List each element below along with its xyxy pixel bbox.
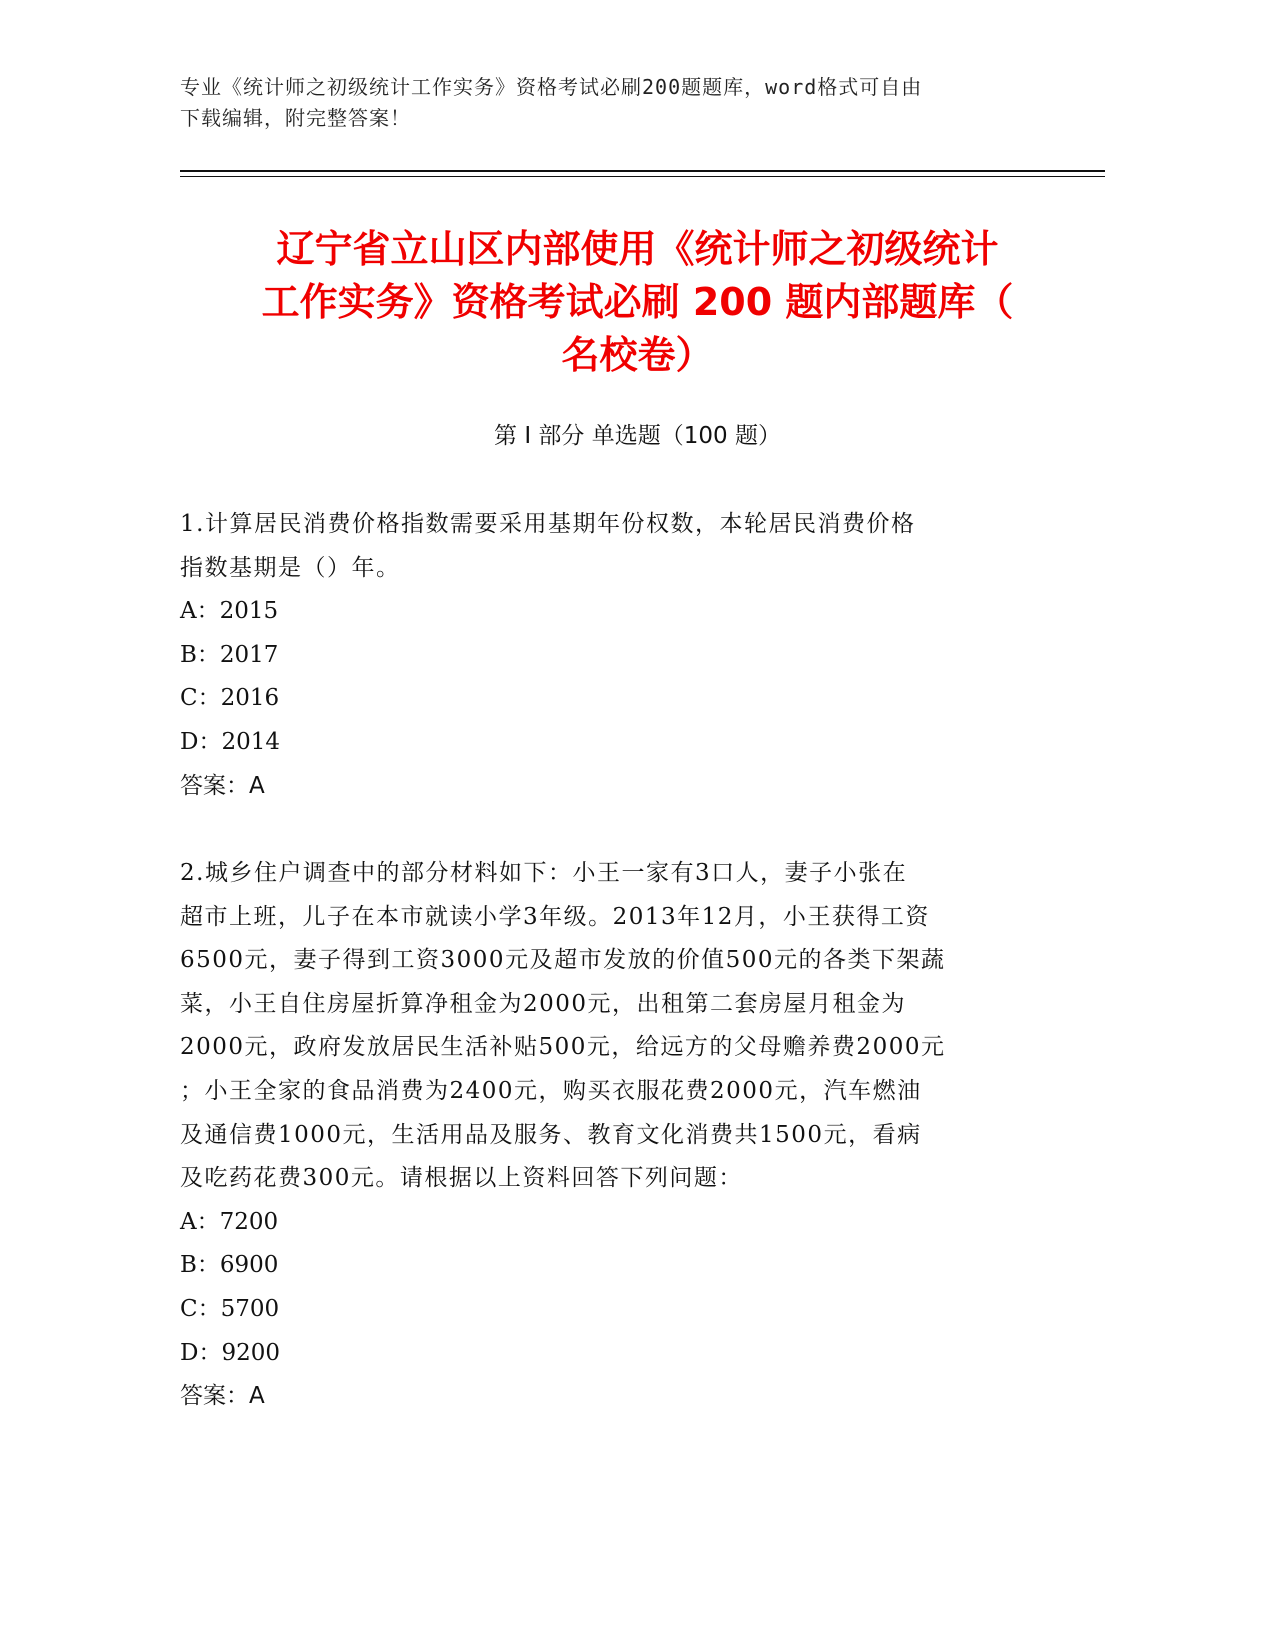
option-a: A：2015 [180,598,279,625]
question-text-line: 及通信费1000元，生活用品及服务、教育文化消费共1500元，看病 [180,1121,922,1148]
intro-line: 下载编辑，附完整答案！ [180,106,411,130]
question-1 [180,503,1060,808]
option-b: B：2017 [180,641,279,668]
question-text-line: 2.城乡住户调查中的部分材料如下：小王一家有3口人，妻子小张在 [180,860,908,886]
question-text-line: 2000元，政府发放居民生活补贴500元，给远方的父母赡养费2000元 [180,1034,946,1061]
question-text-line: 指数基期是（）年。 [180,554,401,581]
title-line: 辽宁省立山区内部使用《统计师之初级统计 [276,227,999,271]
document-intro [180,72,1040,134]
question-text-line: 及吃药花费300元。请根据以上资料回答下列问题： [180,1165,743,1192]
option-b: B：6900 [180,1252,279,1279]
question-text-line: 1.计算居民消费价格指数需要采用基期年份权数，本轮居民消费价格 [180,511,916,537]
option-d: D：9200 [180,1339,280,1366]
option-c: C：5700 [180,1295,280,1322]
option-d: D：2014 [180,728,280,755]
header-divider-thick [180,170,1105,172]
option-a: A：7200 [180,1208,279,1235]
title-line: 名校卷） [561,333,714,377]
question-text-line: 6500元，妻子得到工资3000元及超市发放的价值500元的各类下架蔬 [180,947,946,974]
header-divider-thin [180,176,1105,177]
section-heading: 第 I 部分 单选题（100 题） [494,423,781,449]
question-2 [180,852,1060,1419]
document-title [150,223,1125,382]
option-c: C：2016 [180,685,280,712]
answer: 答案：A [180,1383,265,1410]
answer: 答案：A [180,772,265,799]
question-text-line: 菜，小王自住房屋折算净租金为2000元，出租第二套房屋月租金为 [180,990,907,1017]
question-text-line: 超市上班，儿子在本市就读小学3年级。2013年12月，小王获得工资 [180,903,930,930]
question-text-line: ；小王全家的食品消费为2400元，购买衣服花费2000元，汽车燃油 [180,1077,922,1104]
intro-line: 专业《统计师之初级统计工作实务》资格考试必刷200题题库，word格式可自由 [180,75,923,99]
title-line: 工作实务》资格考试必刷 200 题内部题库（ [261,280,1014,324]
